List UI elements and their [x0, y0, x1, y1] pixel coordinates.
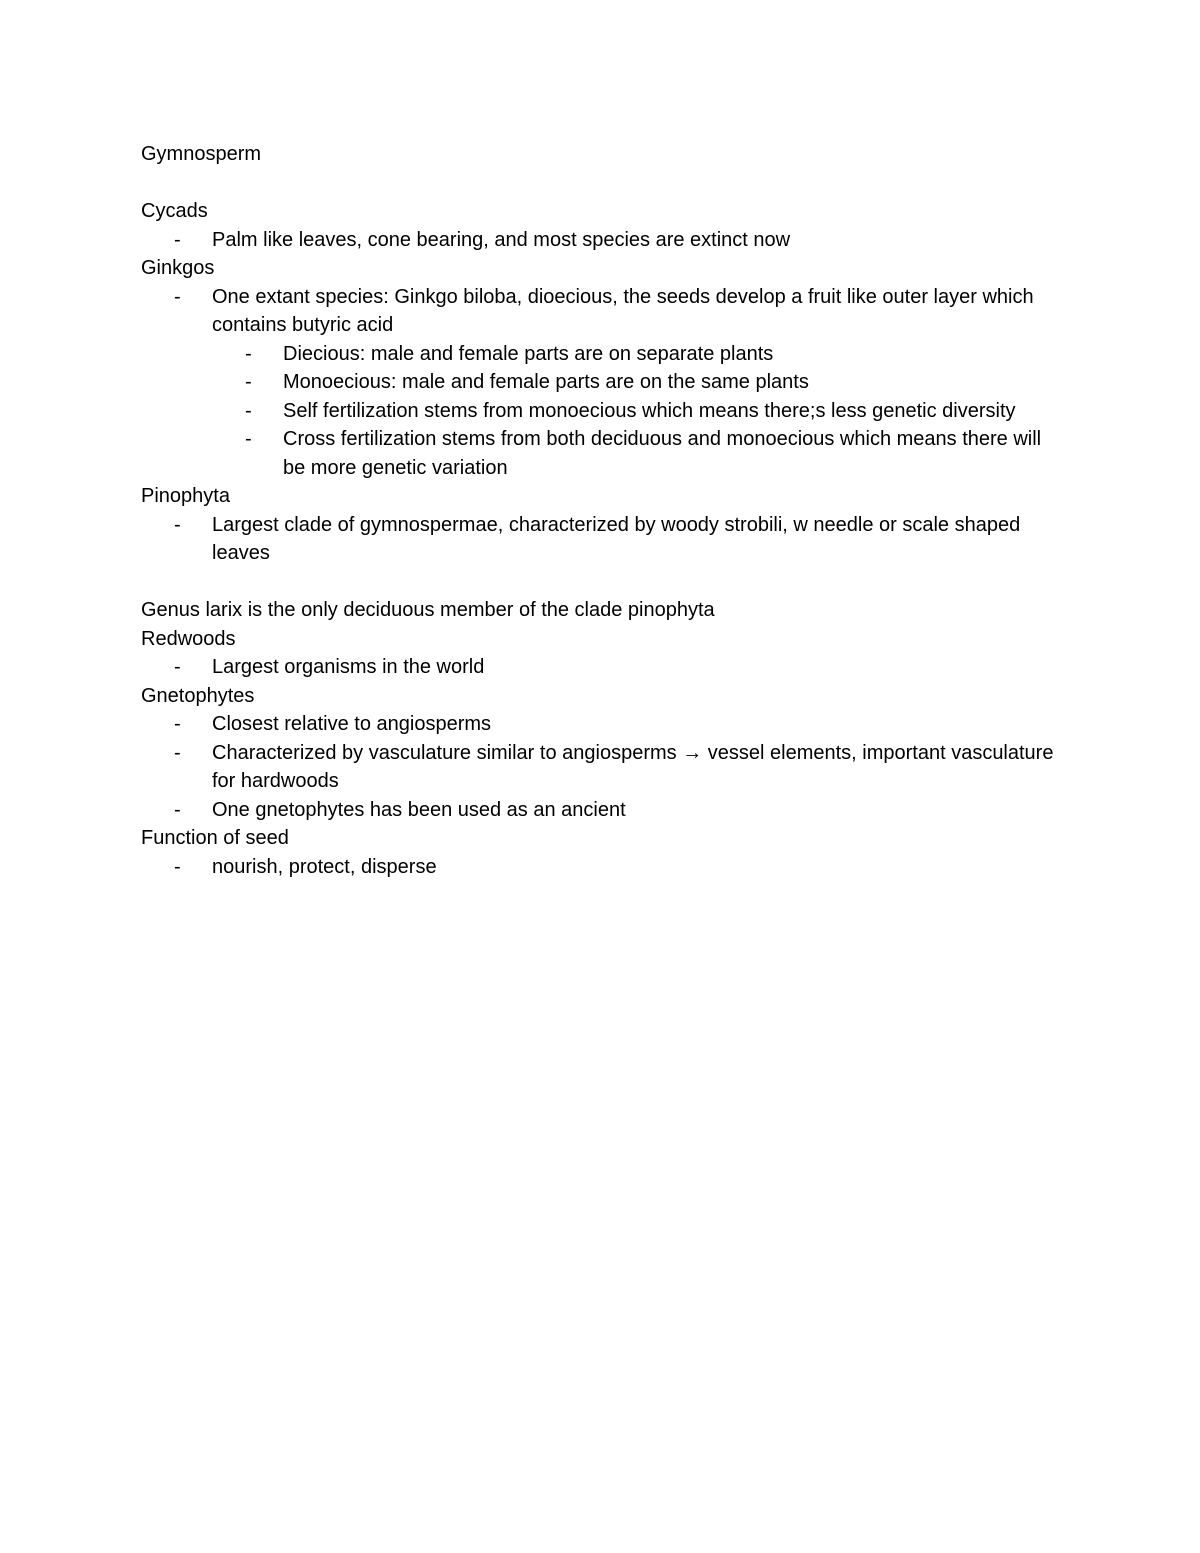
- list-item: [141, 226, 1061, 255]
- genus-note: Genus larix is the only deciduous member of the clade pinophyta: [141, 599, 715, 621]
- heading-ginkgos: Ginkgos: [141, 257, 215, 279]
- bullet-dash: -: [174, 513, 181, 536]
- list-item: [141, 710, 1061, 739]
- heading-redwoods: Redwoods: [141, 627, 236, 650]
- bullet-dash: -: [245, 428, 252, 450]
- bullet-dash: -: [245, 371, 252, 393]
- list-item-text: One gnetophytes has been used as an ancient: [212, 798, 626, 821]
- list-item-text: Closest relative to angiosperms: [212, 713, 492, 735]
- list-item: [141, 511, 1061, 568]
- list-item-text: Characterized by vasculature similar to angiosperms → vessel elements, important vasculature for hardwoods: [212, 741, 1054, 792]
- list-item: [141, 796, 1061, 825]
- list-item: [141, 739, 1061, 796]
- bullet-dash: -: [245, 399, 252, 422]
- document-title: Gymnosperm: [141, 143, 262, 165]
- bullet-dash: -: [174, 798, 181, 821]
- sub-list-item: [141, 340, 1061, 369]
- list-item-text: Palm like leaves, cone bearing, and most species are extinct now: [212, 228, 791, 251]
- list-item-text: Largest clade of gymnospermae, characterized by woody strobili, w needle or scale shaped leaves: [212, 513, 1021, 564]
- sub-list-item-text: Monoecious: male and female parts are on the same plants: [283, 371, 809, 393]
- heading-pinophyta: Pinophyta: [141, 485, 230, 507]
- sub-list-item-text: Self fertilization stems from monoecious which means there;s less genetic diversity: [283, 399, 1016, 422]
- list-item: [141, 283, 1061, 340]
- bullet-dash: -: [174, 656, 181, 678]
- sub-list-item: [141, 397, 1061, 426]
- list-item-text: One extant species: Ginkgo biloba, dioecious, the seeds develop a fruit like outer layer which contains butyric acid: [212, 285, 1034, 336]
- bullet-dash: -: [174, 713, 181, 735]
- sub-list-item-text: Diecious: male and female parts are on separate plants: [283, 342, 774, 365]
- bullet-dash: -: [174, 855, 181, 878]
- sub-list-item: [141, 425, 1061, 482]
- heading-cycads: Cycads: [141, 200, 208, 222]
- list-item: [141, 653, 1061, 682]
- list-item: [141, 853, 1061, 882]
- heading-gnetophytes: Gnetophytes: [141, 684, 255, 707]
- heading-function-of-seed: Function of seed: [141, 827, 289, 849]
- sub-list-item-text: Cross fertilization stems from both deciduous and monoecious which means there will be more genetic variation: [283, 428, 1042, 479]
- blank-line: [141, 169, 1061, 198]
- document-page: [141, 140, 1061, 881]
- bullet-dash: -: [174, 285, 181, 308]
- list-item-text: Largest organisms in the world: [212, 656, 485, 678]
- blank-line: [141, 568, 1061, 597]
- bullet-dash: -: [174, 741, 181, 764]
- bullet-dash: -: [245, 342, 252, 365]
- sub-list-item: [141, 368, 1061, 397]
- bullet-dash: -: [174, 228, 181, 251]
- list-item-text: nourish, protect, disperse: [212, 855, 437, 878]
